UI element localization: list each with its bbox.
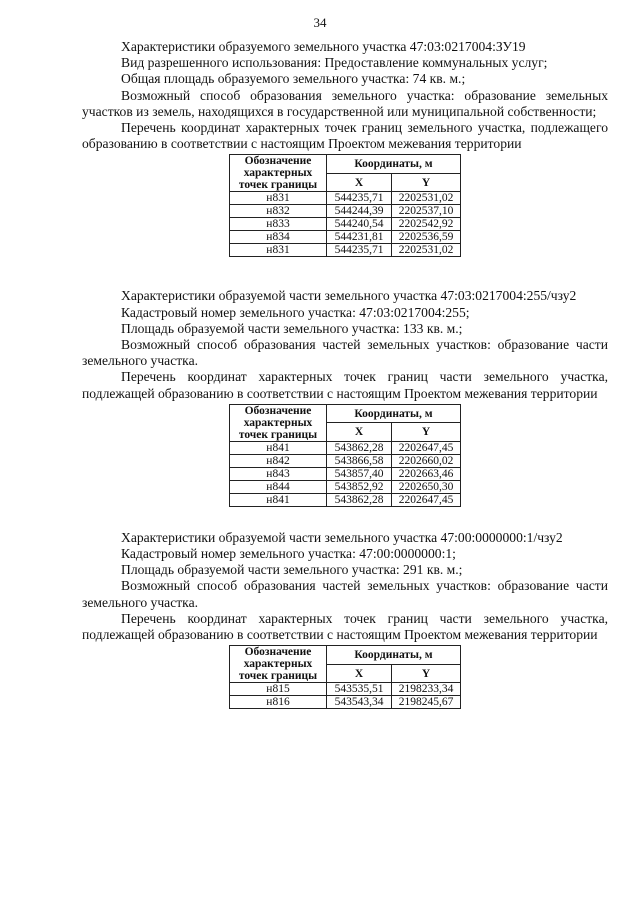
formation-method: Возможный способ образования частей земельных участков: образование части земельного участка.	[82, 578, 608, 610]
section-title: Характеристики образуемой части земельного участка 47:00:0000000:1/чзу2	[121, 529, 563, 545]
header-coords: Координаты, м	[327, 155, 461, 174]
formation-method: Возможный способ образования земельного участка: образование земельных участков из земель, находящихся в государственной или муниципальной собственности;	[82, 87, 608, 119]
header-point: Обозначение характерных точек границы	[230, 155, 327, 192]
cell-x: 543852,92	[327, 480, 392, 493]
cell-point: н831	[230, 244, 327, 257]
cell-point: н844	[230, 480, 327, 493]
table-row	[230, 480, 461, 493]
table-row	[230, 493, 461, 506]
part-area: Площадь образуемой части земельного участка: 133 кв. м.;	[121, 320, 463, 336]
cell-point: н841	[230, 441, 327, 454]
coordinates-intro: Перечень координат характерных точек границ части земельного участка, подлежащей образованию в соответствии с настоящим Проектом межевания территории	[82, 369, 608, 401]
cell-y: 2202536,59	[392, 231, 461, 244]
cadastral-number: Кадастровый номер земельного участка: 47:03:0217004:255;	[121, 304, 470, 320]
header-point: Обозначение характерных точек границы	[230, 404, 327, 441]
table-row	[230, 244, 461, 257]
cell-y: 2202663,46	[392, 467, 461, 480]
cell-x: 543862,28	[327, 493, 392, 506]
table-row	[230, 683, 461, 696]
cell-x: 544235,71	[327, 192, 392, 205]
header-coords: Координаты, м	[327, 404, 461, 423]
cell-y: 2202542,92	[392, 218, 461, 231]
header-y: Y	[392, 664, 461, 683]
table-row	[230, 467, 461, 480]
header-x: X	[327, 423, 392, 442]
cell-point: н831	[230, 192, 327, 205]
cadastral-number: Кадастровый номер земельного участка: 47:00:0000000:1;	[121, 546, 456, 562]
header-y: Y	[392, 423, 461, 442]
cell-point: н834	[230, 231, 327, 244]
cell-y: 2198233,34	[392, 683, 461, 696]
section-chzu2-255	[82, 288, 608, 506]
section-chzu2-1	[82, 530, 608, 709]
cell-point: н833	[230, 218, 327, 231]
table-row	[230, 205, 461, 218]
section-zu19	[82, 39, 608, 257]
cell-y: 2202650,30	[392, 480, 461, 493]
cell-x: 543543,34	[327, 696, 392, 709]
cell-x: 544231,81	[327, 231, 392, 244]
section-title: Характеристики образуемой части земельного участка 47:03:0217004:255/чзу2	[121, 288, 577, 304]
header-point: Обозначение характерных точек границы	[230, 646, 327, 683]
coordinates-table	[229, 645, 461, 709]
part-area: Площадь образуемой части земельного участка: 291 кв. м.;	[121, 562, 463, 578]
table-row	[230, 441, 461, 454]
cell-x: 543862,28	[327, 441, 392, 454]
table-row	[230, 696, 461, 709]
cell-y: 2202531,02	[392, 244, 461, 257]
coordinates-table	[229, 404, 461, 507]
page-number: 34	[313, 15, 327, 30]
cell-y: 2202531,02	[392, 192, 461, 205]
permitted-use: Вид разрешенного использования: Предоставление коммунальных услуг;	[121, 55, 548, 71]
coordinates-intro: Перечень координат характерных точек границ земельного участка, подлежащего образованию в соответствии с настоящим Проектом межевания территории	[82, 120, 608, 152]
cell-y: 2202537,10	[392, 205, 461, 218]
table-row	[230, 231, 461, 244]
coordinates-table	[229, 154, 461, 257]
header-y: Y	[392, 173, 461, 192]
cell-y: 2198245,67	[392, 696, 461, 709]
cell-x: 543535,51	[327, 683, 392, 696]
cell-point: н841	[230, 493, 327, 506]
formation-method: Возможный способ образования частей земельных участков: образование части земельного участка.	[82, 337, 608, 369]
header-x: X	[327, 173, 392, 192]
cell-point: н832	[230, 205, 327, 218]
table-row	[230, 454, 461, 467]
cell-point: н815	[230, 683, 327, 696]
table-row	[230, 218, 461, 231]
cell-x: 544235,71	[327, 244, 392, 257]
cell-y: 2202647,45	[392, 441, 461, 454]
header-coords: Координаты, м	[327, 646, 461, 665]
cell-x: 544240,54	[327, 218, 392, 231]
cell-y: 2202660,02	[392, 454, 461, 467]
cell-point: н816	[230, 696, 327, 709]
total-area: Общая площадь образуемого земельного участка: 74 кв. м.;	[121, 71, 466, 87]
cell-point: н842	[230, 454, 327, 467]
section-title: Характеристики образуемого земельного участка 47:03:0217004:ЗУ19	[121, 39, 526, 54]
table-row	[230, 192, 461, 205]
cell-x: 544244,39	[327, 205, 392, 218]
cell-point: н843	[230, 467, 327, 480]
cell-y: 2202647,45	[392, 493, 461, 506]
cell-x: 543866,58	[327, 454, 392, 467]
cell-x: 543857,40	[327, 467, 392, 480]
header-x: X	[327, 664, 392, 683]
document-body	[82, 39, 608, 709]
coordinates-intro: Перечень координат характерных точек границ части земельного участка, подлежащей образованию в соответствии с настоящим Проектом межевания территории	[82, 610, 608, 643]
